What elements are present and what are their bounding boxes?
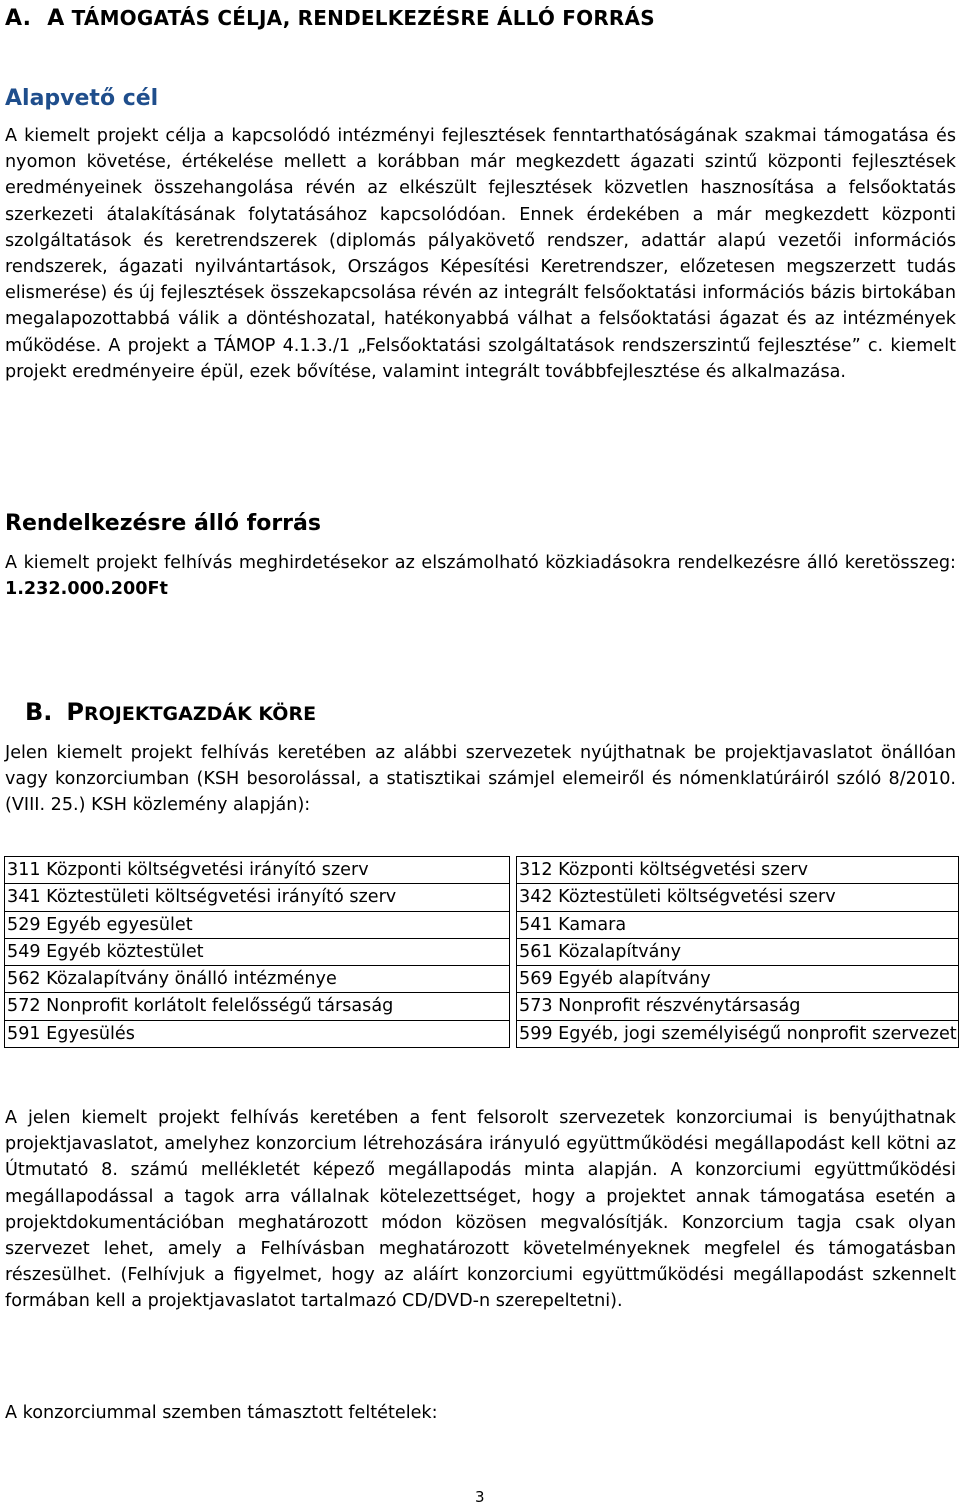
org-cell: 591 Egyesülés — [5, 1020, 510, 1047]
section-b-heading — [25, 698, 316, 726]
section-a-heading — [5, 6, 655, 31]
org-cell: 572 Nonprofit korlátolt felelősségű társaság — [5, 993, 510, 1020]
org-cell: 541 Kamara — [517, 911, 959, 938]
consortium-paragraph: A jelen kiemelt projekt felhívás keretében a fent felsorolt szervezetek konzorciumai is benyújthatnak projektjavaslatot, amelyhez konzorcium létrehozására irányuló együttműködési megállapodást kell kötni az Útmutató 8. számú mellékletét képező megállapodás minta alapján. A konzorciumi együttműködési megállapodással a tagok arra vállalnak kötelezettséget, hogy a projektet annak támogatása esetén a projektdokumentációban meghatározott módon közösen megvalósítják. Konzorcium tagja csak olyan szervezet lehet, amely a Felhívásban meghatározott követelményeknek megfelel és támogatásban részesülhet. (Felhívjuk a figyelmet, hogy az aláírt konzorciumi együttműködési megállapodást szkennelt formában kell a projektjavaslatot tartalmazó CD/DVD-n szerepeltetni). — [5, 1108, 956, 1312]
consortium-conditions-intro: A konzorciummal szemben támasztott feltételek: — [5, 1403, 438, 1423]
table-row — [5, 884, 959, 911]
organization-type-table — [4, 856, 959, 1048]
org-cell: 341 Köztestületi költségvetési irányító szerv — [5, 884, 510, 911]
source-heading: Rendelkezésre álló forrás — [5, 511, 321, 536]
table-row — [5, 938, 959, 965]
org-cell: 599 Egyéb, jogi személyiségű nonprofit szervezet — [517, 1020, 959, 1047]
page-number: 3 — [475, 1488, 485, 1506]
source-text: A kiemelt projekt felhívás meghirdetésekor az elszámolható közkiadásokra rendelkezésre álló keretösszeg: — [5, 553, 956, 573]
org-cell: 312 Központi költségvetési szerv — [517, 857, 959, 884]
section-b-letter: B. — [25, 698, 53, 726]
section-a-title-initial: A — [47, 6, 65, 31]
table-row — [5, 911, 959, 938]
table-row — [5, 966, 959, 993]
section-b-title-rest: ROJEKTGAZDÁK KÖRE — [84, 703, 317, 725]
org-cell: 569 Egyéb alapítvány — [517, 966, 959, 993]
org-cell: 562 Közalapítvány önálló intézménye — [5, 966, 510, 993]
org-cell: 342 Köztestületi költségvetési szerv — [517, 884, 959, 911]
eligibility-intro: Jelen kiemelt projekt felhívás keretében az alábbi szervezetek nyújthatnak be projektjavaslatot önállóan vagy konzorciumban (KSH besorolással, a statisztikai számjel elemeiről és nómenklatúráiról szóló 8/2010.(VIII. 25.) KSH közlemény alapján): — [5, 743, 956, 816]
table-row — [5, 857, 959, 884]
budget-amount: 1.232.000.200Ft — [5, 579, 168, 600]
org-cell: 549 Egyéb köztestület — [5, 938, 510, 965]
org-cell: 311 Központi költségvetési irányító szerv — [5, 857, 510, 884]
goal-heading: Alapvető cél — [5, 86, 159, 111]
org-cell: 529 Egyéb egyesület — [5, 911, 510, 938]
org-cell: 561 Közalapítvány — [517, 938, 959, 965]
goal-paragraph: A kiemelt projekt célja a kapcsolódó intézményi fejlesztések fenntarthatóságának szakmai támogatása és nyomon követése, értékelése mellett a korábban már megkezdett ágazati szintű központi fejlesztések eredményeinek összehangolása révén az elkészült fejlesztések közvetlen hasznosítása a felsőoktatás szerkezeti átalakításának folytatásához kapcsolódóan. Ennek érdekében a már megkezdett központi szolgáltatások és keretrendszerek (diplomás pályakövető rendszer, adattár alapú vezetői információs rendszerek, ágazati nyilvántartások, Országos Képesítési Keretrendszer, előzetesen megszerzett tudás elismerése) és új fejlesztések összekapcsolása révén az integrált felsőoktatási információs bázis birtokában megalapozottabbá válik a döntéshozatal, hatékonyabbá válhat a felsőoktatási ágazat és az intézmények működése. A projekt a TÁMOP 4.1.3./1 „Felsőoktatási szolgáltatások rendszerszintű fejlesztése” c. kiemelt projekt eredményeire épül, ezek bővítése, valamint integrált továbbfejlesztése és alkalmazása. — [5, 126, 956, 382]
source-paragraph — [5, 550, 956, 602]
section-b-title-initial: P — [66, 698, 85, 726]
table-row — [5, 993, 959, 1020]
section-a-letter: A. — [5, 6, 32, 31]
table-row — [5, 1020, 959, 1047]
section-a-title-rest: TÁMOGATÁS CÉLJA, RENDELKEZÉSRE ÁLLÓ FORRÁS — [64, 6, 655, 30]
org-cell: 573 Nonprofit részvénytársaság — [517, 993, 959, 1020]
